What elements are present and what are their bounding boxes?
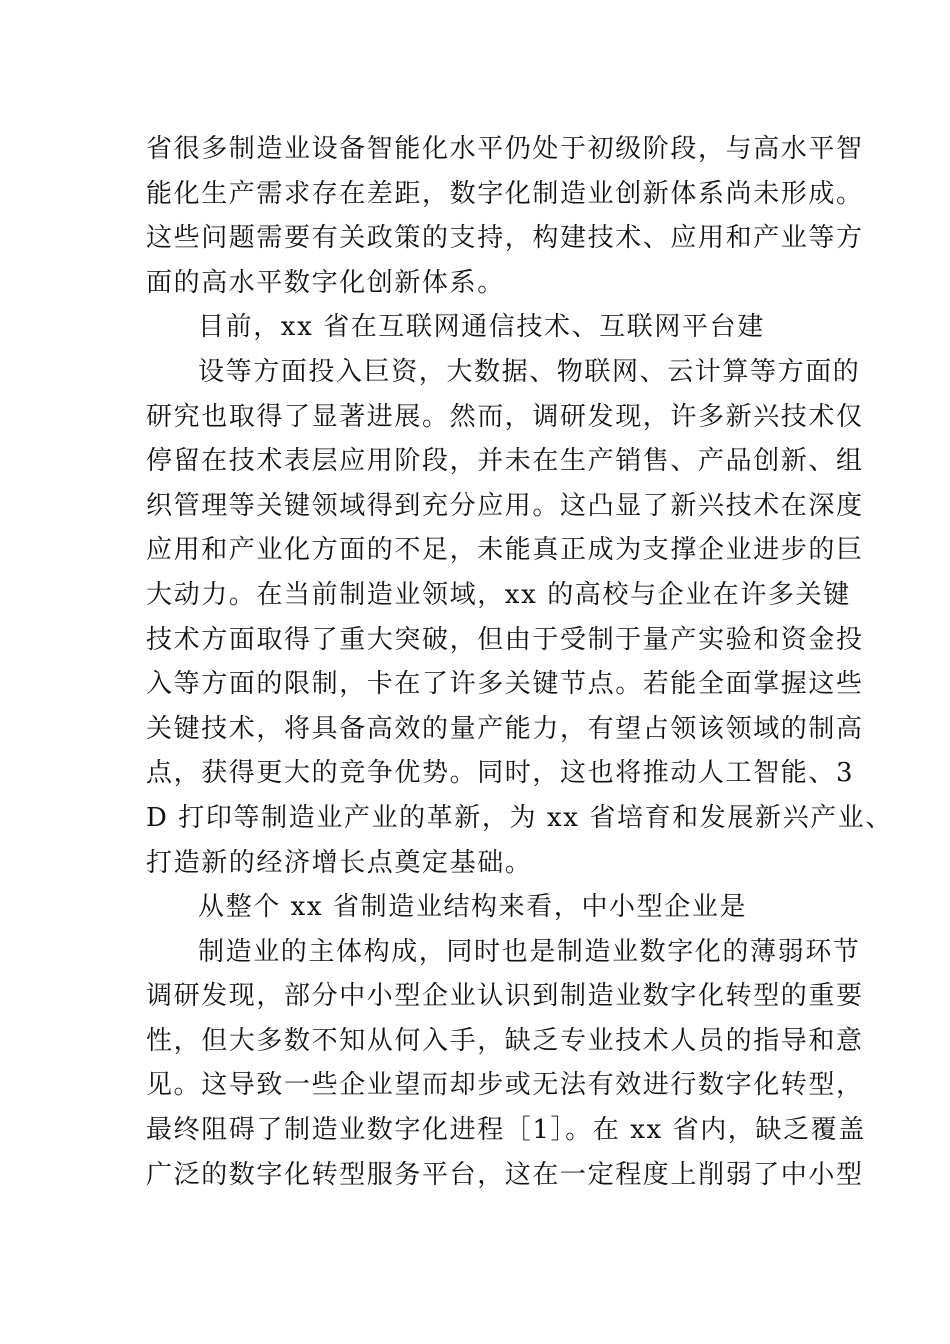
text-line: 打造新的经济增长点奠定基础。	[146, 847, 533, 878]
text-line: 从整个 xx 省制造业结构来看，中小型企业是	[198, 892, 748, 923]
text-line: 能化生产需求存在差距，数字化制造业创新体系尚未形成。	[146, 178, 864, 209]
text-line: 最终阻碍了制造业数字化进程［1］。在 xx 省内，缺乏覆盖	[146, 1115, 866, 1146]
document-text-body	[146, 127, 893, 1197]
text-line: 这些问题需要有关政策的支持，构建技术、应用和产业等方	[146, 223, 864, 254]
text-line: 织管理等关键领域得到充分应用。这凸显了新兴技术在深度	[146, 490, 864, 521]
text-line: 关键技术，将具备高效的量产能力，有望占领该领域的制高	[146, 713, 864, 744]
text-line: 点，获得更大的竞争优势。同时，这也将推动人工智能、3	[146, 758, 855, 789]
text-line: 性，但大多数不知从何入手，缺乏专业技术人员的指导和意	[146, 1025, 864, 1056]
text-line: 应用和产业化方面的不足，未能真正成为支撑企业进步的巨	[146, 535, 864, 566]
text-line: 制造业的主体构成，同时也是制造业数字化的薄弱环节	[198, 936, 861, 967]
text-line: 目前，xx 省在互联网通信技术、互联网平台建	[198, 312, 765, 343]
text-line: 调研发现，部分中小型企业认识到制造业数字化转型的重要	[146, 981, 864, 1012]
text-line: 技术方面取得了重大突破，但由于受制于量产实验和资金投	[146, 624, 864, 655]
text-line: 大动力。在当前制造业领域，xx 的高校与企业在许多关键	[146, 579, 851, 610]
text-line: 见。这导致一些企业望而却步或无法有效进行数字化转型，	[146, 1070, 864, 1101]
text-line: 入等方面的限制，卡在了许多关键节点。若能全面掌握这些	[146, 669, 864, 700]
text-line: 省很多制造业设备智能化水平仍处于初级阶段，与高水平智	[146, 134, 864, 164]
text-line: 停留在技术表层应用阶段，并未在生产销售、产品创新、组	[146, 446, 864, 477]
text-line: D 打印等制造业产业的革新，为 xx 省培育和发展新兴产业、	[146, 802, 893, 833]
text-line: 面的高水平数字化创新体系。	[146, 267, 505, 298]
text-line: 研究也取得了显著进展。然而，调研发现，许多新兴技术仅	[146, 401, 864, 432]
text-line: 设等方面投入巨资，大数据、物联网、云计算等方面的	[198, 356, 861, 387]
text-line: 广泛的数字化转型服务平台，这在一定程度上削弱了中小型	[146, 1159, 864, 1190]
